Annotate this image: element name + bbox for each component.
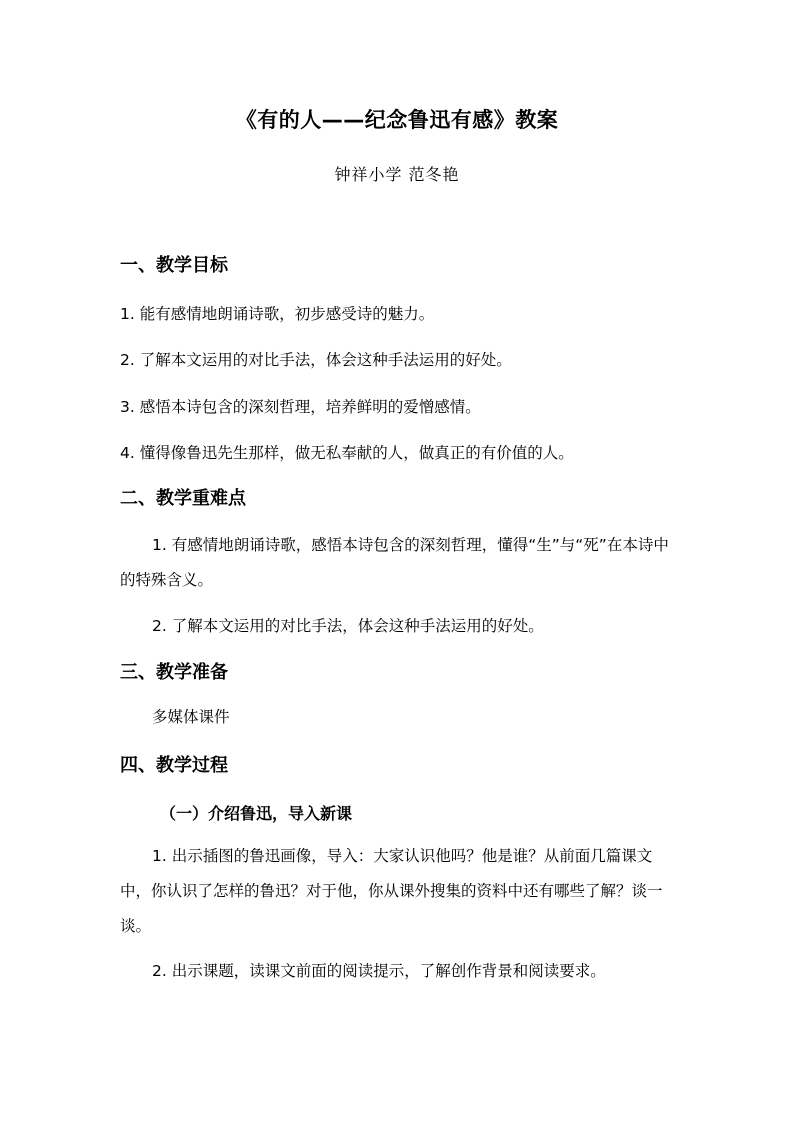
goal-item-text: 3. 感悟本诗包含的深刻哲理，培养鲜明的爱憎感情。 xyxy=(120,398,481,416)
section-process xyxy=(120,754,680,778)
subheading-text: （一）介绍鲁迅，导入新课 xyxy=(160,804,353,823)
section-heading: 四、教学过程 xyxy=(120,755,228,776)
goal-item xyxy=(120,302,680,326)
section-key-points xyxy=(120,487,680,511)
document-title: 《有的人——纪念鲁迅有感》教案 xyxy=(235,108,559,132)
key-point-text: 1. 有感情地朗诵诗歌，感悟本诗包含的深刻哲理，懂得“生”与“死”在本诗中的特殊含义。 xyxy=(120,536,669,589)
goal-item xyxy=(120,395,680,419)
goal-item-text: 2. 了解本文运用的对比手法，体会这种手法运用的好处。 xyxy=(120,351,512,369)
preparation-text: 多媒体课件 xyxy=(152,708,230,726)
section-heading: 三、教学准备 xyxy=(120,662,228,683)
key-point-item xyxy=(120,528,680,598)
process-item-text: 2. 出示课题，读课文前面的阅读提示，了解创作背景和阅读要求。 xyxy=(152,962,606,980)
goal-item-text: 4. 懂得像鲁迅先生那样，做无私奉献的人，做真正的有价值的人。 xyxy=(120,444,574,462)
process-item-text: 1. 出示插图的鲁迅画像，导入：大家认识他吗？他是谁？从前面几篇课文中，你认识了怎样的鲁迅？对于他，你从课外搜集的资料中还有哪些了解？谈一谈。 xyxy=(120,847,663,935)
author-line: 钟祥小学 范冬艳 xyxy=(334,165,460,184)
section-teaching-goals xyxy=(120,254,680,278)
key-point-text: 2. 了解本文运用的对比手法，体会这种手法运用的好处。 xyxy=(152,617,544,635)
section-heading: 二、教学重难点 xyxy=(120,488,246,509)
section-heading: 一、教学目标 xyxy=(120,255,228,276)
process-subheading xyxy=(160,802,720,826)
goal-item xyxy=(120,348,680,372)
process-item xyxy=(120,839,680,944)
key-point-item xyxy=(120,609,680,644)
goal-item xyxy=(120,441,680,465)
preparation-item xyxy=(120,700,680,735)
process-item xyxy=(120,954,680,989)
goal-item-text: 1. 能有感情地朗诵诗歌，初步感受诗的魅力。 xyxy=(120,305,435,323)
section-preparation xyxy=(120,661,680,685)
